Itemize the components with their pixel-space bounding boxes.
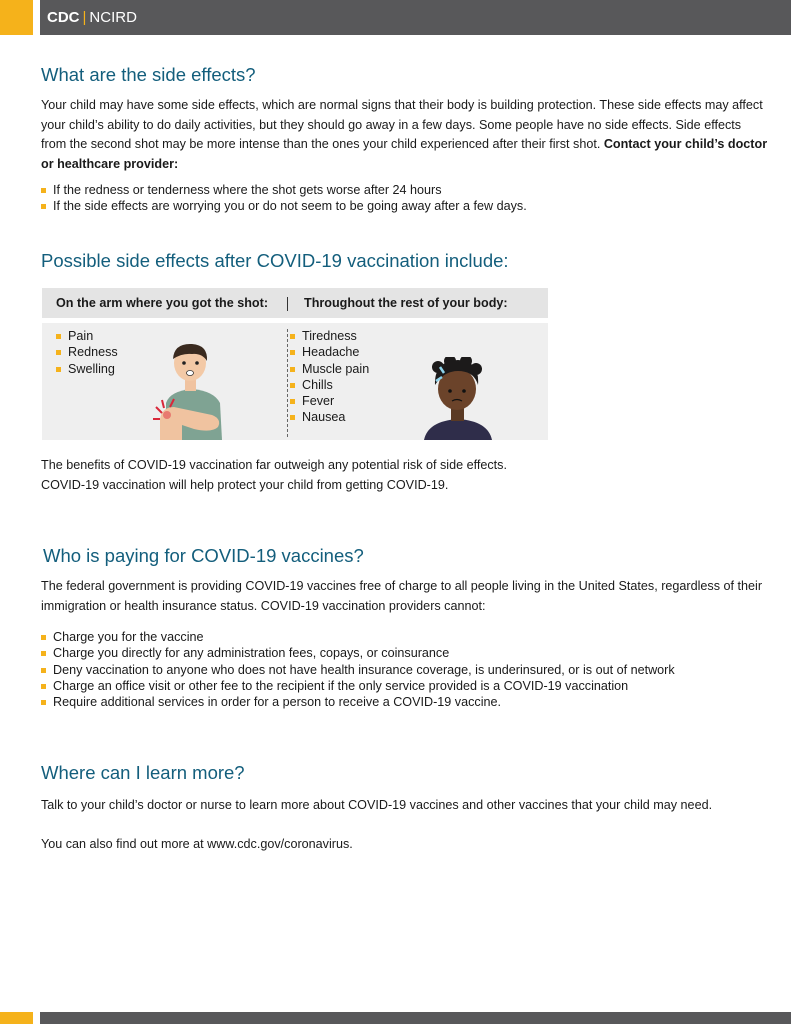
list-item: If the redness or tenderness where the shot gets worse after 24 hours xyxy=(41,182,527,198)
arm-effects-list xyxy=(56,328,118,377)
learn-more-title: Where can I learn more? xyxy=(41,762,245,783)
list-item: Charge an office visit or other fee to the recipient if the only service provided is a COVID-19 vaccination xyxy=(41,678,675,694)
list-item: Deny vaccination to anyone who does not have health insurance coverage, is underinsured, or is out of network xyxy=(41,662,675,678)
list-item: Charge you for the vaccine xyxy=(41,629,675,645)
header-divider xyxy=(287,297,288,311)
list-item: Swelling xyxy=(56,361,118,377)
providers-cannot-list xyxy=(41,629,675,710)
boy-sore-arm-illustration xyxy=(152,341,232,440)
list-item: Pain xyxy=(56,328,118,344)
paying-title: Who is paying for COVID-19 vaccines? xyxy=(43,545,364,566)
benefits-paragraph: The benefits of COVID-19 vaccination far outweigh any potential risk of side effects. COVID-19 vaccination will help protect your child from getting COVID-19. xyxy=(41,458,507,492)
child-feeling-unwell-illustration xyxy=(420,357,496,440)
list-item: Tiredness xyxy=(290,328,369,344)
header-bar xyxy=(40,0,791,35)
column-divider xyxy=(287,329,288,437)
list-item: Chills xyxy=(290,377,369,393)
list-item: Headache xyxy=(290,344,369,360)
learn-more-line2: You can also find out more at www.cdc.gov/coronavirus. xyxy=(41,837,353,851)
effects-table-header xyxy=(42,288,548,318)
list-item: Muscle pain xyxy=(290,361,369,377)
possible-effects-title: Possible side effects after COVID-19 vaccination include: xyxy=(41,250,509,271)
footer-bar xyxy=(40,1012,791,1024)
learn-more-line1: Talk to your child’s doctor or nurse to learn more about COVID-19 vaccines and other vaccines that your child may need. xyxy=(41,798,713,812)
list-item: If the side effects are worrying you or do not seem to be going away after a few days. xyxy=(41,198,527,214)
list-item: Fever xyxy=(290,393,369,409)
side-effects-title: What are the side effects? xyxy=(41,64,256,85)
body-effects-list xyxy=(290,328,369,426)
header-brand: CDC | NCIRD xyxy=(47,9,137,26)
body-column-header: Throughout the rest of your body: xyxy=(304,296,508,310)
paying-paragraph: The federal government is providing COVID-19 vaccines free of charge to all people living in the United States, regardless of their immigration or health insurance status. COVID-19 vaccination providers cannot: xyxy=(41,579,763,613)
side-effects-contact-list xyxy=(41,182,527,215)
list-item: Redness xyxy=(56,344,118,360)
arm-column-header: On the arm where you got the shot: xyxy=(56,296,269,310)
header-accent-block xyxy=(0,0,33,35)
list-item: Require additional services in order for a person to receive a COVID-19 vaccine. xyxy=(41,694,675,710)
footer-accent-block xyxy=(0,1012,33,1024)
list-item: Nausea xyxy=(290,409,369,425)
list-item: Charge you directly for any administration fees, copays, or coinsurance xyxy=(41,645,675,661)
side-effects-paragraph: Your child may have some side effects, which are normal signs that their body is building protection. These side effects may affect your child’s ability to do daily activities, but they should go away in a few days. Some people have no side effects. Side effects from the second shot may be more intense than the ones your child experienced after their first shot. Contact your child’s doctor or healthcare provider: xyxy=(41,98,768,171)
effects-table-body xyxy=(42,323,548,440)
